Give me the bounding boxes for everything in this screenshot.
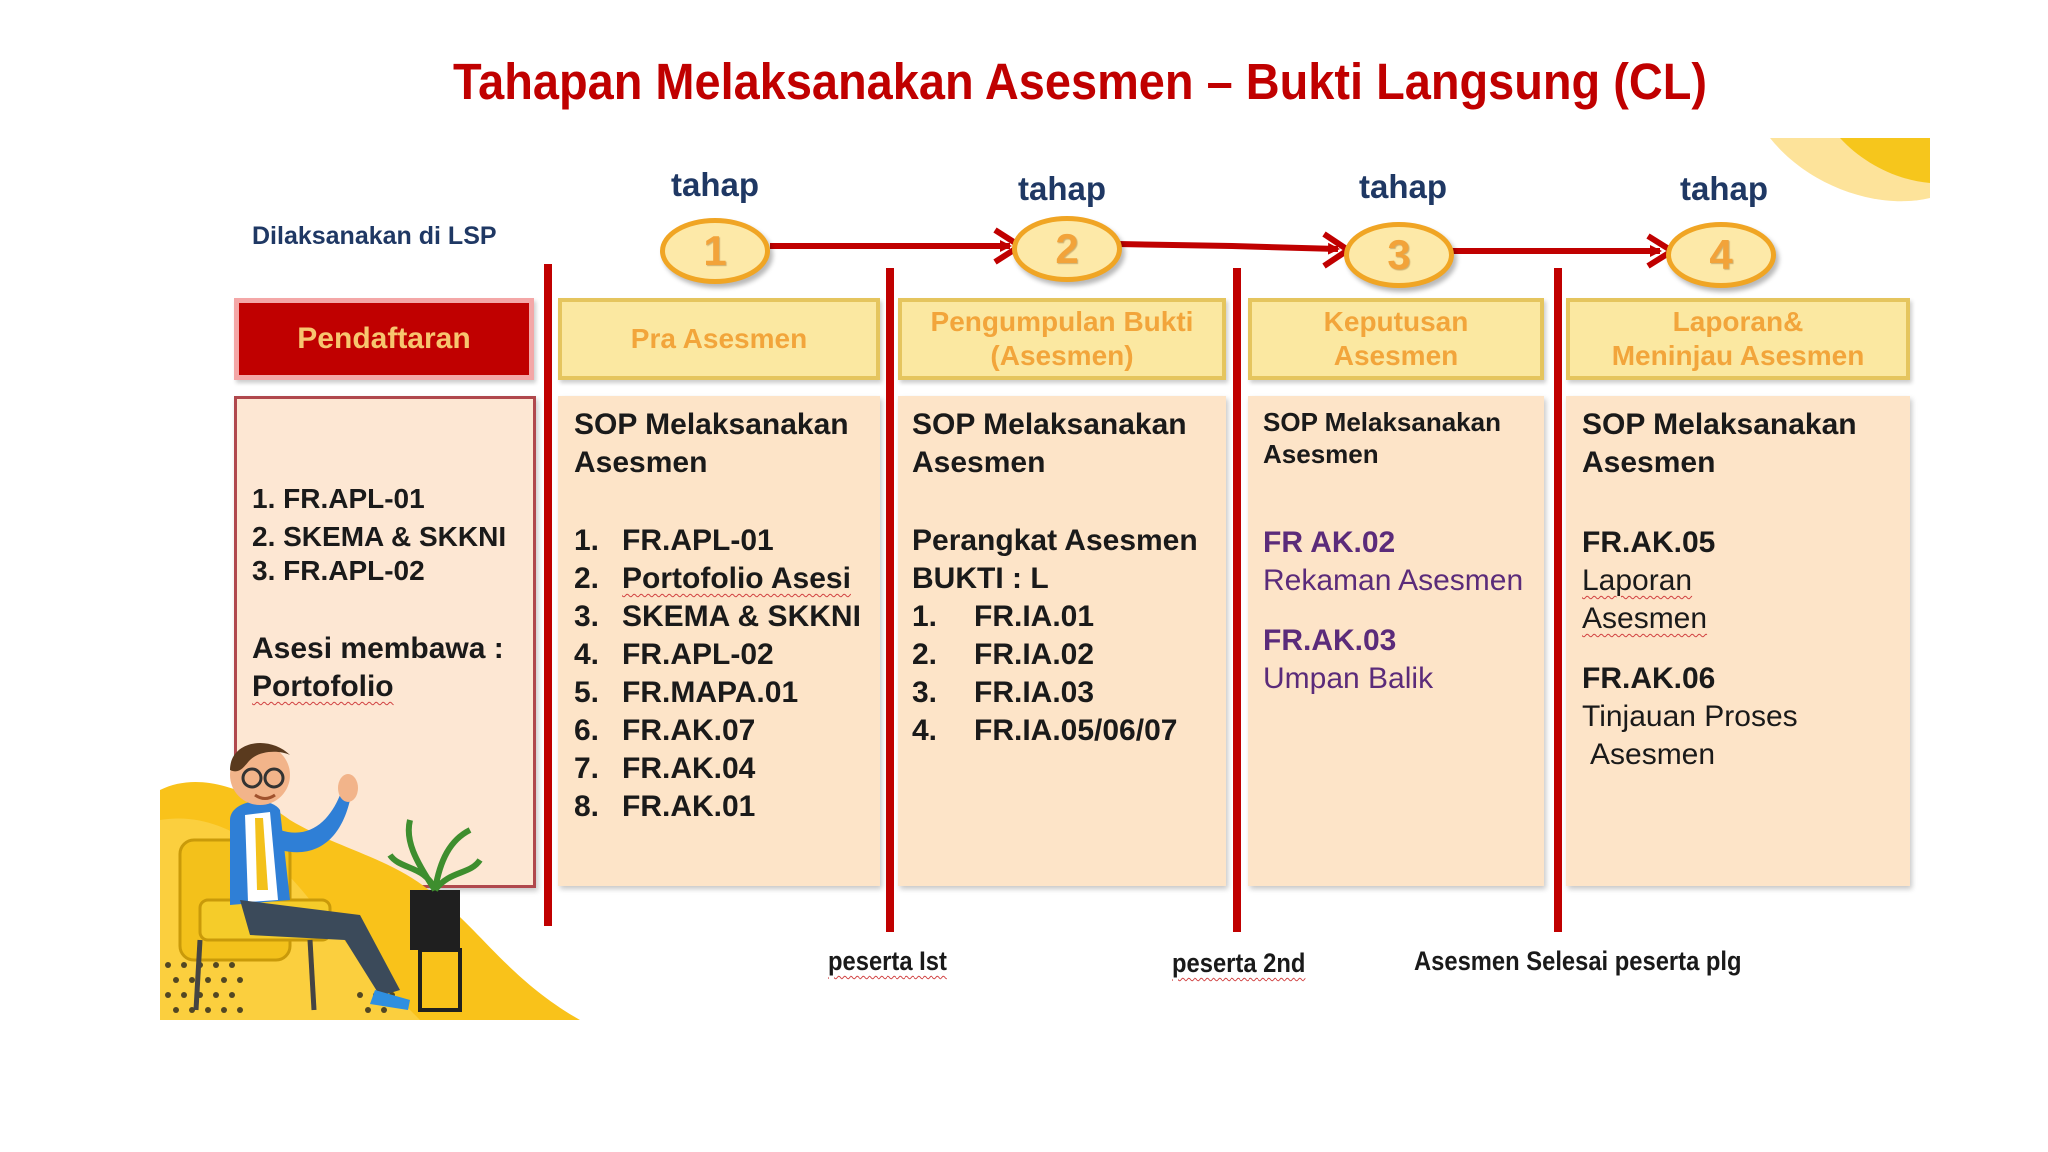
list-text: FR.MAPA.01 [622, 676, 799, 709]
laporan-header-line2: Meninjau Asesmen [1611, 340, 1865, 371]
list-item [912, 712, 1177, 750]
pendaftaran-items [252, 482, 506, 588]
list-num: 3. [912, 676, 938, 709]
list-text: FR.IA.05/06/07 [974, 714, 1178, 747]
list-item [574, 598, 861, 636]
list-text: FR.APL-02 [622, 638, 774, 671]
list-item [574, 522, 861, 560]
laporan-sop [1582, 406, 1857, 482]
sop-line: Asesmen [912, 446, 1046, 479]
asesi-membawa-label: Asesi membawa : [252, 632, 504, 665]
pengumpulan-header-line1: Pengumpulan Bukti [930, 306, 1194, 337]
keputusan-header-line2: Asesmen [1333, 340, 1459, 371]
sop-line: Asesmen [1263, 439, 1379, 469]
pendaftaran-header [234, 298, 534, 380]
page-title: Tahapan Melaksanakan Asesmen – Bukti Langsung (CL) [452, 53, 1708, 110]
stage-divider-3 [1233, 268, 1241, 932]
keputusan-sop [1263, 406, 1501, 470]
list-num: 3. [574, 600, 600, 633]
list-num: 4. [912, 714, 938, 747]
list-text: SKEMA & SKKNI [622, 600, 861, 633]
form-desc: Umpan Balik [1263, 662, 1434, 695]
list-num: 1. [574, 524, 600, 557]
list-text: FR.APL-01 [622, 524, 774, 557]
list-text: FR.AK.01 [622, 790, 756, 823]
form-code: FR.AK.05 [1582, 526, 1716, 559]
person-illustration [160, 700, 580, 1020]
list-num: 1. [912, 600, 938, 633]
pendaftaran-header-label: Pendaftaran [297, 322, 471, 355]
perangkat-asesmen [912, 522, 1198, 598]
keputusan-form-2 [1263, 622, 1433, 698]
sop-line: SOP Melaksanakan [1263, 407, 1501, 437]
list-item [912, 674, 1177, 712]
laporan-header-line1: Laporan& [1672, 306, 1804, 337]
stage-3-label: tahap [1358, 168, 1447, 205]
form-desc: Tinjauan Proses [1582, 700, 1798, 733]
list-num: 6. [574, 714, 600, 747]
stage-2-circle: 2 [1012, 216, 1122, 282]
form-desc: Laporan [1582, 564, 1693, 597]
pra-asesmen-sop [574, 406, 849, 482]
list-item [574, 560, 861, 598]
list-text: FR.IA.03 [974, 676, 1095, 709]
sop-line: Asesmen [1582, 446, 1716, 479]
stage-divider-4 [1554, 268, 1562, 932]
sop-line: Asesmen [574, 446, 708, 479]
perangkat-line: Perangkat Asesmen [912, 524, 1198, 557]
stage-1-label: tahap [670, 166, 759, 203]
stage-3-circle: 3 [1344, 222, 1454, 288]
pengumpulan-header [898, 298, 1226, 380]
stage-1-circle: 1 [660, 218, 770, 284]
asesi-membawa [252, 630, 504, 706]
peserta-2-label: peserta 2nd [1172, 948, 1306, 978]
pra-asesmen-header-label: Pra Asesmen [630, 323, 808, 354]
list-num: 5. [574, 676, 600, 709]
list-item [912, 636, 1177, 674]
sop-line: SOP Melaksanakan [1582, 408, 1857, 441]
list-text: FR.AK.04 [622, 752, 756, 785]
peserta-1-label: peserta Ist [828, 946, 947, 976]
list-num: 2. [574, 562, 600, 595]
portofolio-label: Portofolio [252, 670, 394, 703]
laporan-header [1566, 298, 1910, 380]
keputusan-header-line1: Keputusan [1323, 306, 1469, 337]
stage-divider-2 [886, 268, 894, 932]
form-desc: Asesmen [1582, 602, 1708, 635]
sop-line: SOP Melaksanakan [912, 408, 1187, 441]
sop-line: SOP Melaksanakan [574, 408, 849, 441]
laporan-form-2 [1582, 660, 1798, 774]
list-num: 8. [574, 790, 600, 823]
list-num: 7. [574, 752, 600, 785]
list-item [574, 788, 861, 826]
asesmen-selesai-label: Asesmen Selesai peserta plg [1414, 946, 1742, 976]
form-desc: Rekaman Asesmen [1263, 564, 1524, 597]
pendaftaran-item: 2. SKEMA & SKKNI [252, 521, 507, 552]
lsp-label: Dilaksanakan di LSP [252, 222, 497, 250]
pra-asesmen-header [558, 298, 880, 380]
stage-4-label: tahap [1679, 170, 1768, 207]
form-desc: Asesmen [1590, 738, 1716, 771]
pendaftaran-item: 1. FR.APL-01 [252, 483, 425, 514]
list-text: Portofolio Asesi [622, 562, 851, 595]
perangkat-line: BUKTI : L [912, 562, 1049, 595]
pendaftaran-item: 3. FR.APL-02 [252, 555, 425, 586]
list-num: 4. [574, 638, 600, 671]
form-code: FR AK.02 [1263, 526, 1396, 559]
pengumpulan-list [912, 598, 1177, 750]
list-item [912, 598, 1177, 636]
list-text: FR.IA.01 [974, 600, 1095, 633]
list-item [574, 750, 861, 788]
stage-2-label: tahap [1017, 170, 1106, 207]
form-code: FR.AK.03 [1263, 624, 1397, 657]
stage-4-circle: 4 [1666, 222, 1776, 288]
list-text: FR.IA.02 [974, 638, 1095, 671]
pengumpulan-sop [912, 406, 1187, 482]
laporan-form-1 [1582, 524, 1715, 638]
list-item [574, 674, 861, 712]
pra-asesmen-list [574, 522, 861, 826]
keputusan-header [1248, 298, 1544, 380]
list-text: FR.AK.07 [622, 714, 756, 747]
list-item [574, 636, 861, 674]
list-item [574, 712, 861, 750]
keputusan-form-1 [1263, 524, 1523, 600]
pengumpulan-header-line2: (Asesmen) [990, 340, 1134, 371]
list-num: 2. [912, 638, 938, 671]
form-code: FR.AK.06 [1582, 662, 1716, 695]
